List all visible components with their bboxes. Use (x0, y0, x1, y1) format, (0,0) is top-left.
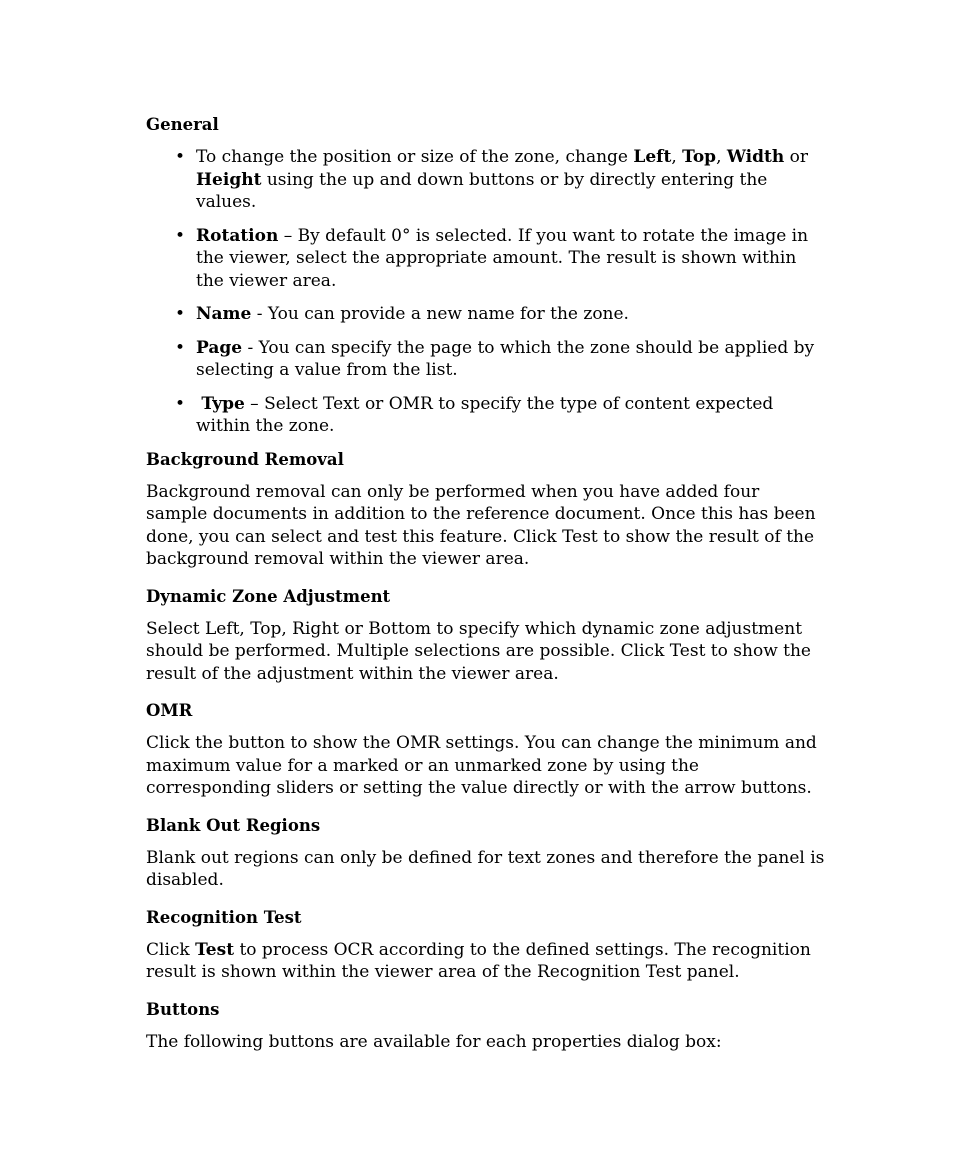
general-bullet-list (146, 146, 826, 438)
paragraph-omr: Click the button to show the OMR settings. You can change the minimum and maximum value for a marked or an unmarked zone by using the corresponding sliders or setting the value directly or with the arrow buttons. (146, 733, 817, 798)
heading-omr: OMR (146, 701, 193, 720)
document-page (146, 114, 826, 1068)
list-item-name: • Name - You can provide a new name for the zone. (146, 303, 826, 326)
heading-dynamic-zone-adjustment: Dynamic Zone Adjustment (146, 586, 391, 606)
term-name: Name (196, 304, 252, 324)
heading-general: General (146, 115, 219, 134)
paragraph-recognition-test: Click Test to process OCR according to the defined settings. The recognition result is shown within the viewer area of the Recognition Test panel. (146, 939, 811, 982)
heading-blank-out-regions: Blank Out Regions (146, 815, 321, 835)
heading-background-removal: Background Removal (146, 449, 344, 469)
list-item-type: • Type – Select Text or OMR to specify the type of content expected within the zone. (146, 393, 826, 438)
term-left: Left (633, 147, 672, 167)
term-test: Test (195, 939, 235, 960)
term-type: Type (201, 393, 245, 414)
heading-recognition-test: Recognition Test (146, 907, 302, 927)
list-item-rotation: • Rotation – By default 0° is selected. If you want to rotate the image in the viewer, select the appropriate amount. The result is shown within the viewer area. (146, 225, 826, 293)
term-page: Page (196, 337, 243, 358)
paragraph-background-removal: Background removal can only be performed when you have added four sample documents in addition to the reference document. Once this has been done, you can select and test this feature. Click Test to show the result of the background removal within the viewer area. (146, 481, 816, 569)
paragraph-blank-out-regions: Blank out regions can only be defined for text zones and therefore the panel is disabled. (146, 847, 825, 890)
paragraph-dynamic-zone-adjustment: Select Left, Top, Right or Bottom to specify which dynamic zone adjustment should be performed. Multiple selections are possible. Click Test to show the result of the adjustment within the viewer area. (146, 618, 811, 684)
list-item-page: • Page - You can specify the page to which the zone should be applied by selecting a value from the list. (146, 337, 826, 382)
term-top: Top (682, 147, 717, 167)
heading-buttons: Buttons (146, 999, 220, 1019)
term-rotation: Rotation (196, 225, 279, 246)
list-item-position-size: • To change the position or size of the zone, change Left, Top, Width or Height using the up and down buttons or by directly entering the values. (146, 146, 826, 214)
term-width: Width (726, 147, 785, 167)
term-height: Height (196, 169, 262, 190)
paragraph-buttons: The following buttons are available for each properties dialog box: (146, 1031, 722, 1052)
